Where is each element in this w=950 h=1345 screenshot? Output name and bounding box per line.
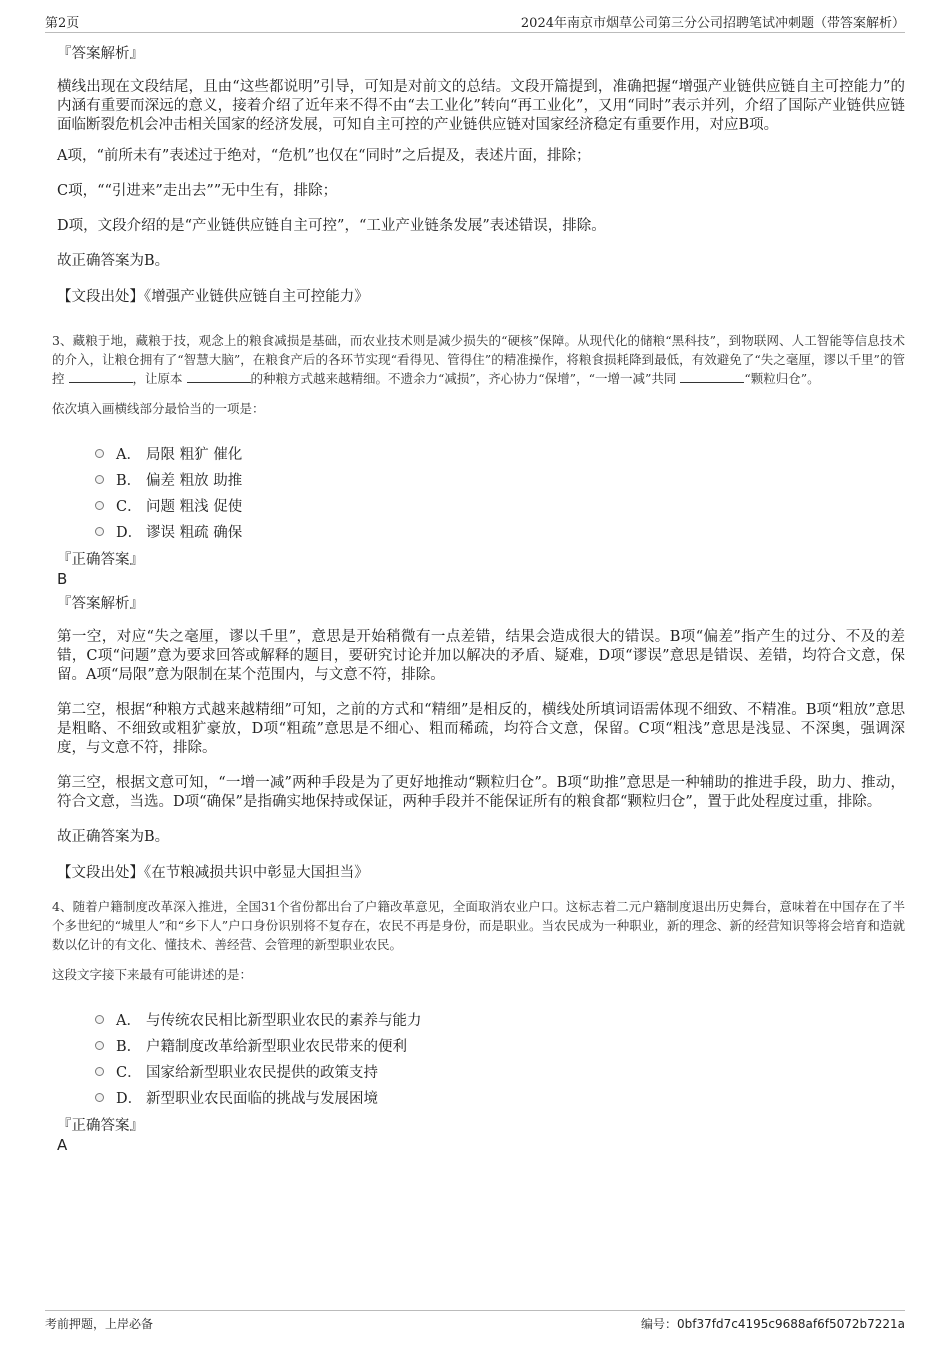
analysis-paragraph: 第二空，根据“种粮方式越来越精细”可知，之前的方式和“精细”是相反的，横线处所填词语需体现不细致、不精准。B项“粗放”意思是粗略、不细致或粗犷豪放，D项“粗疏”意思是不细心、粗而稀疏，均符合文意，保留。C项“粗浅”意思是浅显、不深奥，强调深度，与文意不符，排除。 [57, 702, 905, 756]
analysis-paragraph: A项，“前所未有”表述过于绝对，“危机”也仅在“同时”之后提及，表述片面，排除； [57, 148, 591, 164]
question-4-prompt: 这段文字接下来最有可能讲述的是： [52, 967, 253, 982]
footer-slogan: 考前押题，上岸必备 [45, 1317, 154, 1331]
analysis-paragraph: D项，文段介绍的是“产业链供应链自主可控”，“工业产业链条发展”表述错误，排除。 [57, 218, 606, 234]
question-3-prompt: 依次填入画横线部分最恰当的一项是： [52, 401, 265, 416]
radio-button[interactable] [95, 475, 104, 484]
correct-answer: B [57, 570, 68, 588]
option-d[interactable]: D． 新型职业农民面临的挑战与发展困境 [95, 1084, 905, 1110]
correct-answer: A [57, 1136, 68, 1154]
option-d[interactable]: D． 谬误 粗疏 确保 [95, 518, 905, 544]
fill-blank [69, 370, 133, 383]
analysis-conclusion: 故正确答案为B。 [57, 829, 170, 845]
analysis-paragraph: 横线出现在文段结尾，且由“这些都说明”引导，可知是对前文的总结。文段开篇提到，准确把握“增强产业链供应链自主可控能力”的内涵有重要而深远的意义，接着介绍了近年来不得不由“去工业化”转向“再工业化”，又用“同时”表示并列，介绍了国际产业链供应链面临断裂危机会冲击相关国家的经济发展，可知自主可控的产业链供应链对国家经济稳定有重要作用，对应B项。 [57, 79, 905, 133]
option-b[interactable]: B． 偏差 粗放 助推 [95, 466, 905, 492]
source-citation: 【文段出处】《在节粮减损共识中彰显大国担当》 [57, 865, 369, 881]
analysis-paragraph: 第三空，根据文意可知，“一增一减”两种手段是为了更好地推动“颗粒归仓”。B项“助推”意思是一种辅助的推进手段，助力、推动，符合文意，当选。D项“确保”是指确实地保持或保证，两种手段并不能保证所有的粮食都“颗粒归仓”，置于此处程度过重，排除。 [57, 775, 905, 810]
page-number: 第2页 [45, 16, 80, 31]
analysis-heading: 『答案解析』 [57, 46, 144, 62]
radio-button[interactable] [95, 1067, 104, 1076]
radio-button[interactable] [95, 1093, 104, 1102]
analysis-paragraph: 第一空，对应“失之毫厘，谬以千里”，意思是开始稍微有一点差错，结果会造成很大的错误。B项“偏差”指产生的过分、不及的差错，C项“问题”意为要求回答或解释的题目，要研究讨论并加以解决的矛盾、疑难，D项“谬误”意思是错误、差错，均符合文意，保留。A项“局限”意为限制在某个范围内，与文意不符，排除。 [57, 629, 905, 683]
question-3-text: 3、藏粮于地，藏粮于技，观念上的粮食减损是基础，而农业技术则是减少损失的“硬核”保障。从现代化的储粮“黑科技”，到物联网、人工智能等信息技术的介入，让粮仓拥有了“智慧大脑”，在粮食产后的各环节实现“看得见、管得住”的精准操作，将粮食损耗降到最低，有效避免了“失之毫厘，谬以千里”的管控 ，让原本 的种粮方式越来越精细。不遗余力“减损”，齐心协力“保增”，“一增一减”共同 “颗粒归仓”。 [52, 333, 905, 386]
analysis-heading: 『答案解析』 [57, 596, 144, 612]
option-b[interactable]: B． 户籍制度改革给新型职业农民带来的便利 [95, 1032, 905, 1058]
option-c[interactable]: C． 问题 粗浅 促使 [95, 492, 905, 518]
radio-button[interactable] [95, 501, 104, 510]
document-title: 2024年南京市烟草公司第三分公司招聘笔试冲刺题（带答案解析） [520, 16, 905, 31]
fill-blank [680, 370, 744, 383]
page-footer [45, 1310, 905, 1332]
question-4-options [95, 1006, 905, 1110]
option-a[interactable]: A． 局限 粗犷 催化 [95, 440, 905, 466]
question-4-text: 4、随着户籍制度改革深入推进，全国31个省份都出台了户籍改革意见，全面取消农业户口。这标志着二元户籍制度退出历史舞台，意味着在中国存在了半个多世纪的“城里人”和“乡下人”户口身份识别将不复存在，农民不再是身份，而是职业。当农民成为一种职业，新的理念、新的经营知识等将会培育和造就数以亿计的有文化、懂技术、善经营、会管理的新型职业农民。 [52, 899, 905, 952]
document-code: 编号：0bf37fd7c4195c9688af6f5072b7221a [641, 1317, 905, 1331]
question-3-options [95, 440, 905, 544]
radio-button[interactable] [95, 449, 104, 458]
analysis-conclusion: 故正确答案为B。 [57, 253, 170, 269]
answer-heading: 『正确答案』 [57, 552, 144, 568]
fill-blank [187, 370, 251, 383]
page-header [45, 12, 905, 33]
radio-button[interactable] [95, 1041, 104, 1050]
page-content [52, 44, 905, 1160]
radio-button[interactable] [95, 527, 104, 536]
option-c[interactable]: C． 国家给新型职业农民提供的政策支持 [95, 1058, 905, 1084]
analysis-paragraph: C项，““引进来”走出去””无中生有，排除； [57, 183, 338, 199]
radio-button[interactable] [95, 1015, 104, 1024]
source-citation: 【文段出处】《增强产业链供应链自主可控能力》 [57, 289, 369, 305]
option-a[interactable]: A． 与传统农民相比新型职业农民的素养与能力 [95, 1006, 905, 1032]
answer-heading: 『正确答案』 [57, 1118, 144, 1134]
